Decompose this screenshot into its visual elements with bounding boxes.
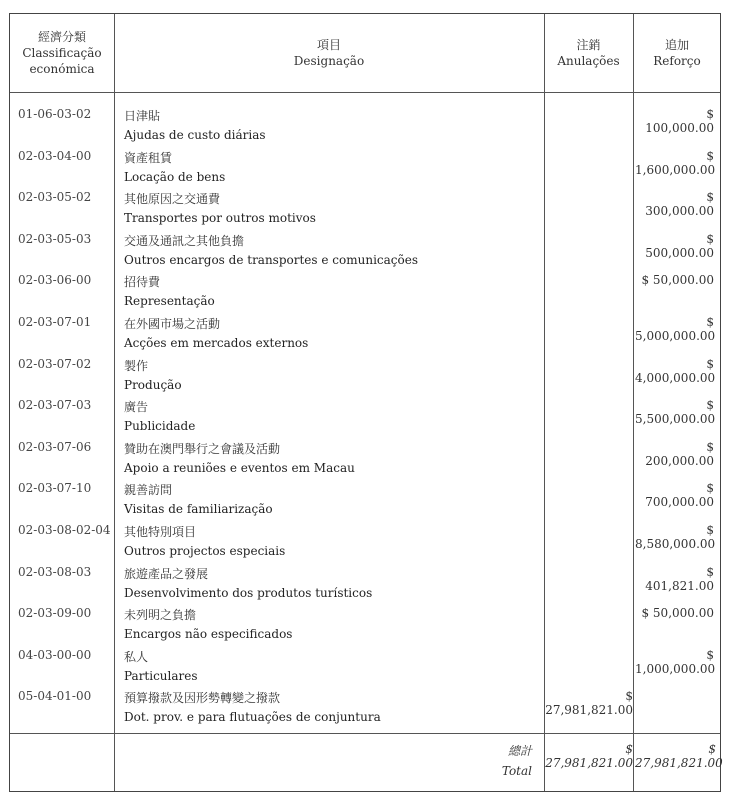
- row-designation-zh: 旅遊產品之發展: [124, 566, 209, 581]
- row-code: 01-06-03-02: [18, 107, 92, 121]
- row-designation-pt: Acções em mercados externos: [124, 336, 309, 350]
- total-reforco: $ 27,981,821.00: [635, 742, 723, 770]
- header-designation: [114, 14, 544, 92]
- header-anulacoes-pt: Anulações: [557, 54, 620, 68]
- row-reforco: $ 100,000.00: [645, 107, 714, 135]
- row-code: 02-03-08-03: [18, 564, 92, 579]
- budget-table: [9, 13, 721, 792]
- row-code: 02-03-07-03: [18, 398, 92, 413]
- row-reforco: $ 700,000.00: [645, 481, 714, 510]
- row-designation-pt: Representação: [124, 294, 215, 309]
- row-code: 02-03-05-02: [18, 190, 92, 205]
- table-row: [10, 517, 720, 559]
- row-code: 02-03-06-00: [18, 273, 92, 288]
- table-row: [10, 143, 720, 185]
- header-classification-pt-2: económica: [29, 62, 95, 76]
- row-designation-zh: 親善訪問: [124, 483, 173, 498]
- row-reforco: $ 50,000.00: [641, 273, 714, 288]
- header-anulacoes: [544, 14, 633, 92]
- row-reforco: $ 4,000,000.00: [635, 356, 716, 385]
- row-reforco: $ 200,000.00: [645, 439, 714, 468]
- row-designation-zh: 私人: [124, 649, 149, 664]
- row-designation-pt: Apoio a reuniões e eventos em Macau: [124, 460, 355, 475]
- header-classification-pt-1: Classificação: [22, 46, 102, 60]
- row-designation-pt: Locação de bens: [124, 169, 226, 184]
- table-row: [10, 351, 720, 393]
- row-designation-pt: Desenvolvimento dos produtos turísticos: [124, 585, 373, 600]
- row-designation-zh: 其他原因之交通費: [124, 192, 221, 207]
- row-designation-pt: Transportes por outros motivos: [124, 211, 316, 226]
- row-designation-zh: 資產租賃: [124, 150, 173, 165]
- row-designation-pt: Ajudas de custo diárias: [124, 128, 266, 142]
- row-designation-pt: Publicidade: [124, 419, 196, 434]
- row-reforco: $ 8,580,000.00: [635, 523, 716, 551]
- table-row: [10, 392, 720, 434]
- table-row: [10, 559, 720, 601]
- header-designation-pt: Designação: [293, 54, 365, 68]
- row-code: 02-03-09-00: [18, 606, 92, 621]
- row-reforco: $ 5,000,000.00: [635, 315, 716, 343]
- table-row: [10, 184, 720, 226]
- row-reforco: $ 401,821.00: [645, 564, 714, 593]
- total-anulacoes: $ 27,981,821.00: [545, 742, 633, 770]
- row-reforco: $ 1,000,000.00: [635, 647, 716, 676]
- row-anulacoes: $ 27,981,821.00: [545, 689, 633, 718]
- row-code: 02-03-04-00: [18, 148, 92, 163]
- row-designation-zh: 預算撥款及因形勢轉變之撥款: [124, 691, 281, 706]
- table-row: [10, 475, 720, 517]
- header-classification-zh: 經濟分類: [37, 30, 86, 44]
- row-reforco: $ 5,500,000.00: [635, 398, 716, 427]
- header-anulacoes-zh: 注銷: [576, 38, 601, 52]
- totals-row: [10, 734, 723, 792]
- row-reforco: $ 300,000.00: [645, 190, 714, 219]
- table-row: [10, 101, 720, 143]
- table-row: [10, 434, 720, 476]
- row-designation-zh: 其他特別項目: [124, 525, 197, 539]
- table-row: [10, 226, 720, 268]
- table-row: [10, 267, 720, 309]
- row-designation-pt: Outros projectos especiais: [124, 544, 286, 558]
- row-code: 02-03-07-01: [18, 315, 92, 329]
- row-reforco: $ 1,600,000.00: [635, 148, 716, 177]
- table-row: [10, 683, 720, 725]
- header-reforco-zh: 追加: [664, 38, 689, 52]
- row-designation-pt: Dot. prov. e para flutuações de conjuntura: [124, 710, 381, 725]
- header-divider: [10, 92, 720, 93]
- row-code: 02-03-08-02-04: [18, 523, 111, 537]
- row-designation-pt: Visitas de familiarização: [124, 502, 273, 517]
- row-designation-pt: Encargos não especificados: [124, 627, 293, 642]
- row-designation-pt: Produção: [124, 377, 182, 392]
- row-reforco: $ 500,000.00: [645, 231, 714, 260]
- row-designation-zh: 未列明之負擔: [124, 608, 197, 623]
- header-designation-zh: 項目: [316, 38, 341, 52]
- header-classification: [10, 14, 114, 92]
- row-designation-pt: Particulares: [124, 668, 198, 683]
- table-row: [10, 642, 720, 684]
- row-designation-zh: 招待費: [124, 275, 161, 290]
- row-designation-pt: Outros encargos de transportes e comunicações: [124, 252, 418, 267]
- row-designation-zh: 贊助在澳門舉行之會議及活動: [124, 441, 281, 456]
- row-designation-zh: 日津貼: [124, 109, 161, 123]
- total-label-zh: 總計: [507, 744, 532, 758]
- total-label-pt: Total: [501, 764, 532, 778]
- row-code: 02-03-05-03: [18, 231, 92, 246]
- header-reforco: [633, 14, 721, 92]
- row-designation-zh: 在外國市場之活動: [124, 317, 221, 331]
- row-designation-zh: 製作: [124, 358, 149, 373]
- row-code: 05-04-01-00: [18, 689, 92, 704]
- table-row: [10, 309, 720, 351]
- row-reforco: $ 50,000.00: [641, 606, 714, 621]
- row-designation-zh: 廣告: [124, 400, 149, 415]
- header-reforco-pt: Reforço: [653, 54, 701, 68]
- row-code: 02-03-07-06: [18, 439, 92, 454]
- row-designation-zh: 交通及通訊之其他負擔: [124, 233, 245, 248]
- row-code: 02-03-07-02: [18, 356, 92, 371]
- row-code: 02-03-07-10: [18, 481, 92, 496]
- row-code: 04-03-00-00: [18, 647, 92, 662]
- table-row: [10, 600, 720, 642]
